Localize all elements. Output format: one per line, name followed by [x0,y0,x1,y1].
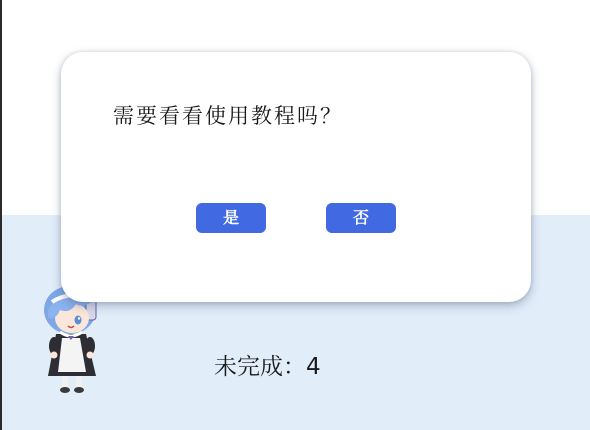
tutorial-prompt-dialog [61,52,531,302]
dialog-message: 需要看看使用教程吗？ [113,104,343,128]
yes-button[interactable]: 是 [196,203,266,233]
incomplete-count: 未完成：4 [214,354,321,380]
no-button[interactable]: 否 [326,203,396,233]
